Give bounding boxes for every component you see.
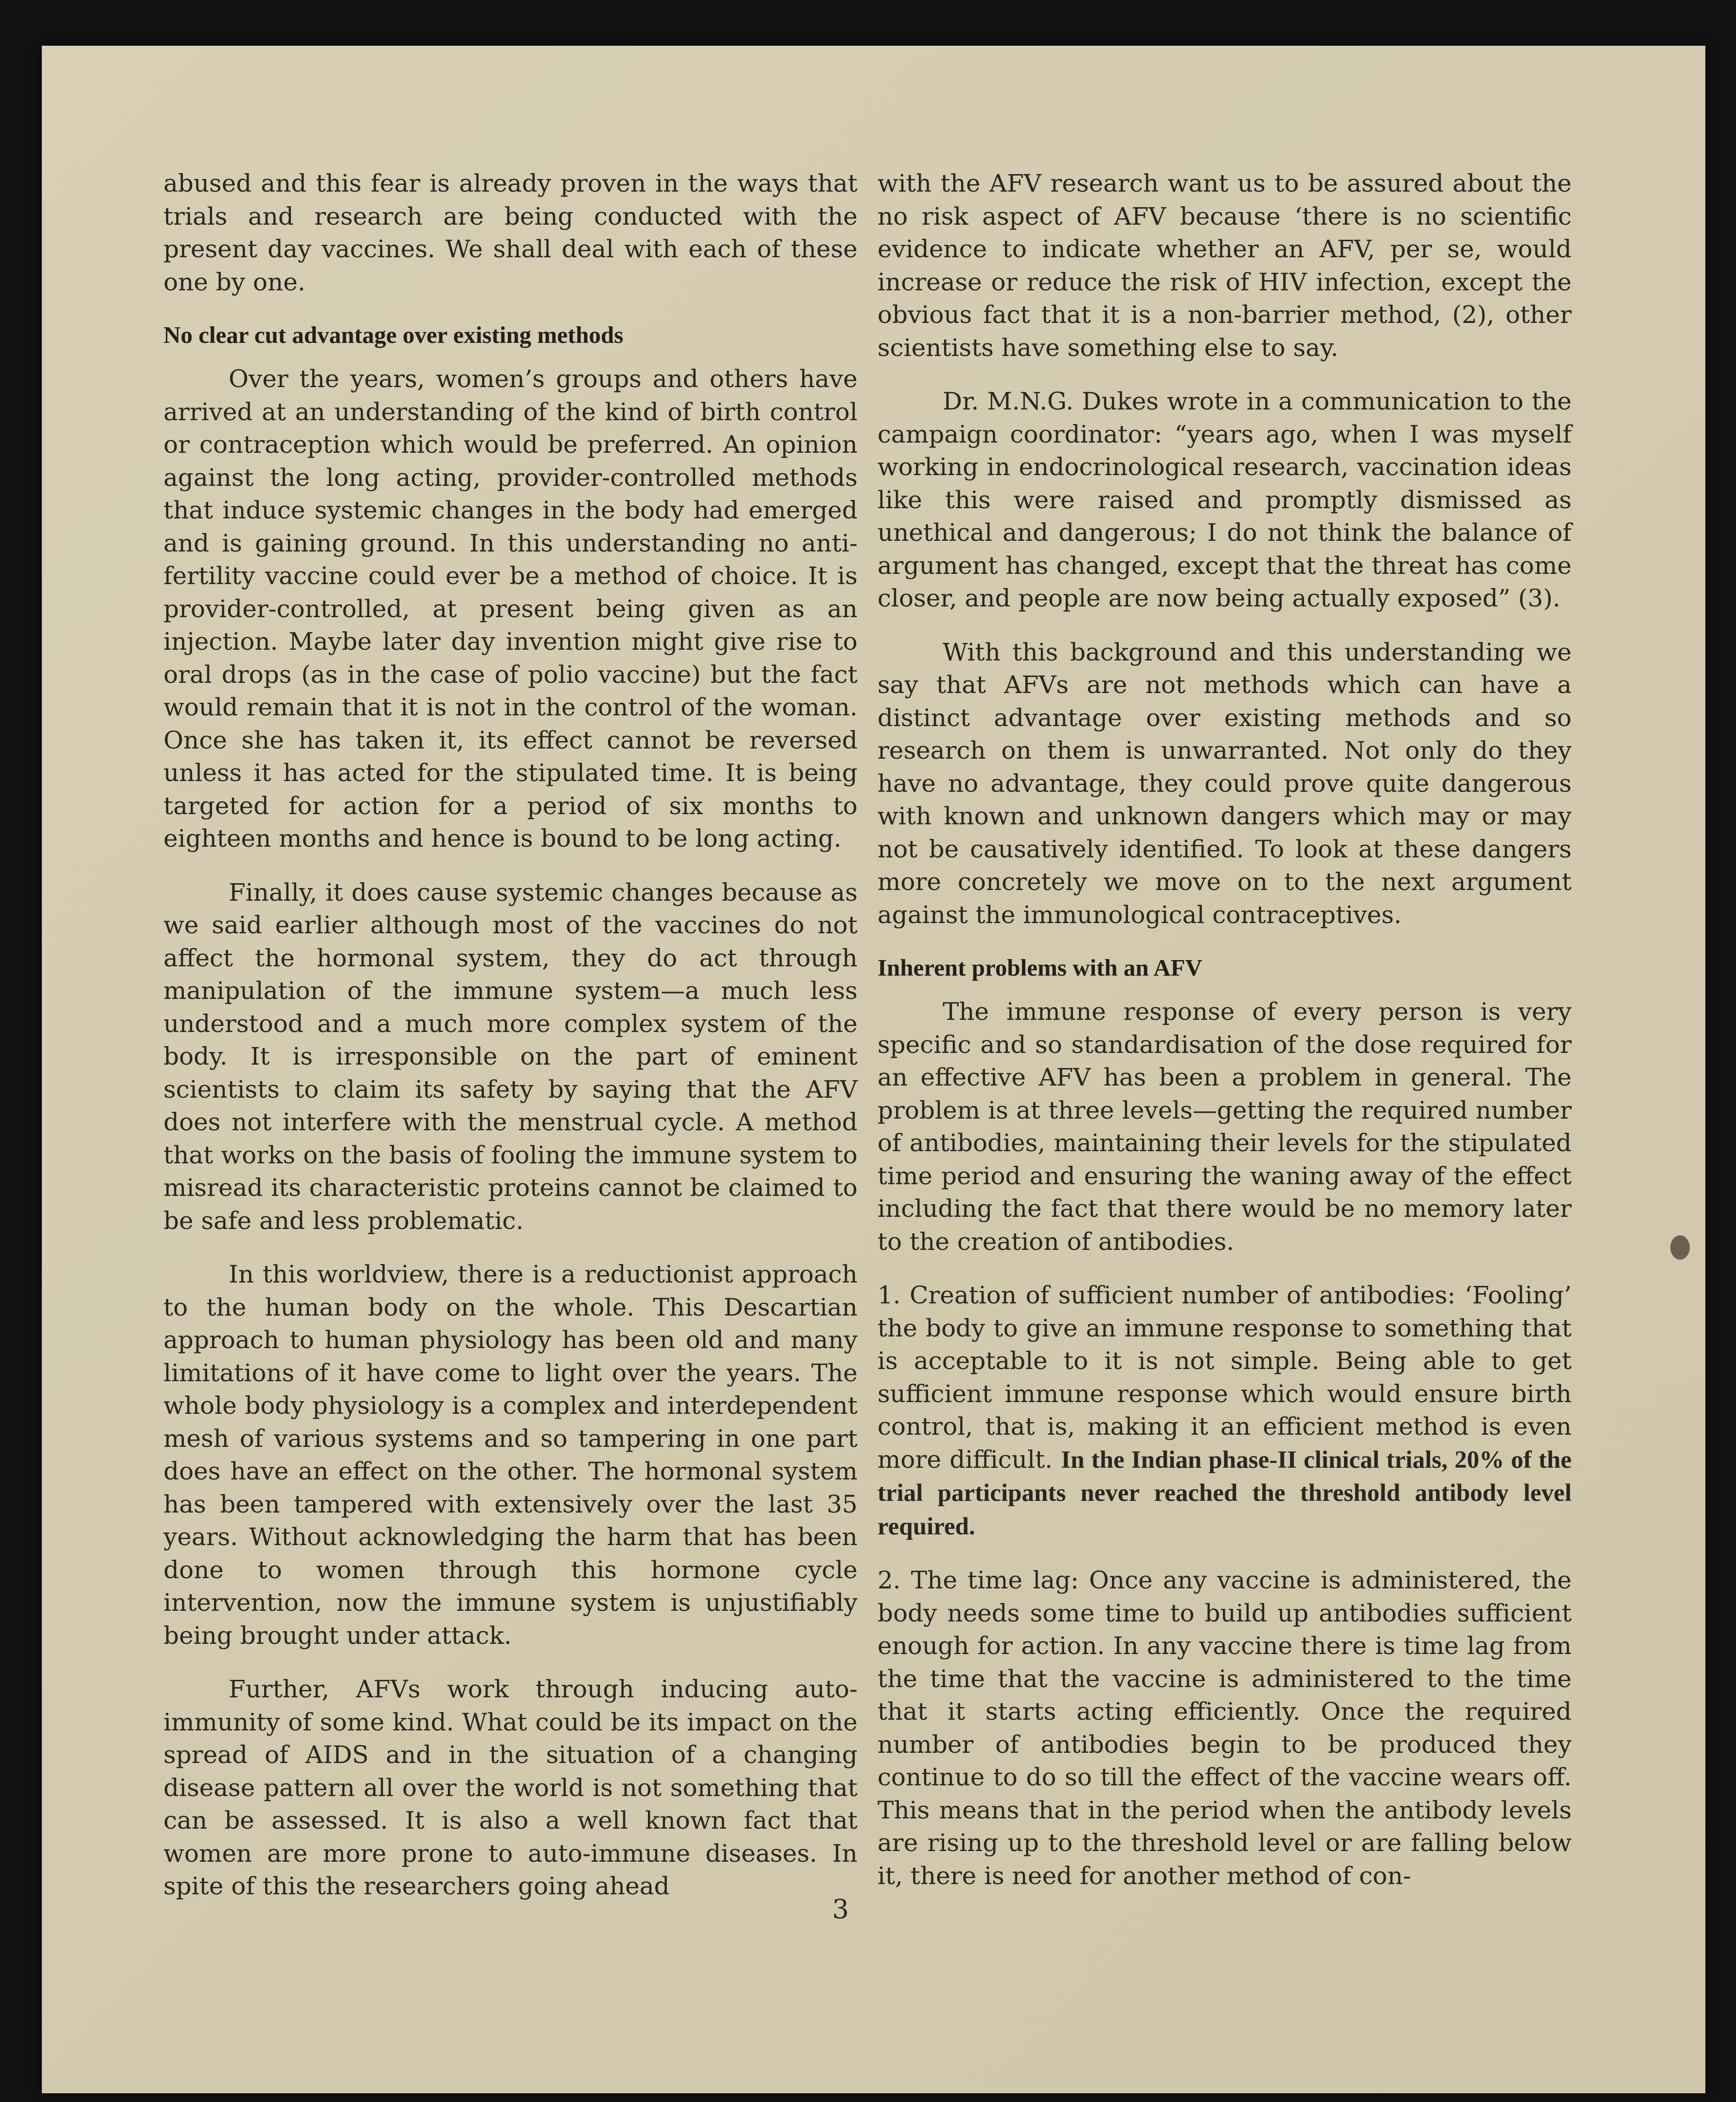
paragraph: abused and this fear is already proven in the ways that trials and research are being conducted with the present day vaccines. We shall deal with each of these one by one. bbox=[163, 169, 858, 296]
right-column bbox=[877, 167, 1572, 1913]
paper-stain bbox=[1670, 1235, 1690, 1260]
document-page bbox=[42, 46, 1705, 2093]
paragraph bbox=[877, 1279, 1572, 1543]
paragraph: Finally, it does cause systemic changes because as we said earlier although most of the vaccines do not affect the hormonal system, they do act through manipulation of the immune system—a much less understood and a much more complex system of the body. It is irresponsible on the part of eminent scientists to claim its safety by saying that the AFV does not interfere with the menstrual cycle. A method that works on the basis of fooling the immune system to misread its characteristic proteins cannot be claimed to be safe and less problematic. bbox=[163, 878, 858, 1235]
paragraph: Further, AFVs work through inducing auto-immunity of some kind. What could be its impact on the spread of AIDS and in the situation of a changing disease pattern all over the world is not something that can be assessed. It is also a well known fact that women are more prone to auto-immune diseases. In spite of this the researchers going ahead bbox=[163, 1675, 858, 1900]
paragraph: In this worldview, there is a reductionist approach to the human body on the whole. This Descartian approach to human physiology has been old and many limitations of it have come to light over the years. The whole body physiology is a complex and interdependent mesh of various systems and so tampering in one part does have an effect on the other. The hormonal system has been tampered with extensively over the last 35 years. Without acknowledging the harm that has been done to women through this hormone cycle intervention, now the immune system is unjustifiably being brought under attack. bbox=[163, 1260, 858, 1650]
paragraph: With this background and this understanding we say that AFVs are not methods which can have a distinct advantage over existing methods and so research on them is unwarranted. Not only do they have no advantage, they could prove quite dangerous with known and unknown dangers which may or may not be causatively identified. To look at these dangers more concretely we move on to the next argument against the immunological contraceptives. bbox=[877, 638, 1572, 929]
page-number: 3 bbox=[832, 1894, 849, 1924]
paragraph: with the AFV research want us to be assured about the no risk aspect of AFV because ‘there is no scientific evidence to indicate whether an AFV, per se, would increase or reduce the risk of HIV infection, except the obvious fact that it is a non-barrier method, (2), other scientists have something else to say. bbox=[877, 169, 1572, 362]
left-column bbox=[163, 167, 858, 1924]
paragraph: 2. The time lag: Once any vaccine is administered, the body needs some time to build up antibodies sufficient enough for action. In any vaccine there is time lag from the time that the vaccine is administered to the time that it starts acting efficiently. Once the required number of antibodies begin to be produced they continue to do so till the effect of the vaccine wears off. This means that in the period when the antibody levels are rising up to the threshold level or are falling below it, there is need for another method of con- bbox=[877, 1566, 1572, 1890]
section-heading: Inherent problems with an AFV bbox=[877, 954, 1202, 981]
paragraph: Over the years, women’s groups and others have arrived at an understanding of the kind of birth control or contraception which would be preferred. An opinion against the long acting, provider-controlled methods that induce systemic changes in the body had emerged and is gaining ground. In this understanding no anti-fertility vaccine could ever be a method of choice. It is provider-controlled, at present being given as an injection. Maybe later day invention might give rise to oral drops (as in the case of polio vaccine) but the fact would remain that it is not in the control of the woman. Once she has taken it, its effect cannot be reversed unless it has acted for the stipulated time. It is being targeted for action for a period of six months to eighteen months and hence is bound to be long acting. bbox=[163, 365, 858, 853]
emphasis-text: In the Indian phase-II clinical trials, 20% of the trial participants never reached the threshold antibody level required. bbox=[877, 1446, 1572, 1540]
paragraph-text: 1. Creation of sufficient number of antibodies: ‘Fooling’ the body to give an immune response to something that is acceptable to it is not simple. Being able to get sufficient immune response which would ensure birth control, that is, making it an efficient method is even more difficult. bbox=[877, 1281, 1572, 1474]
paragraph: The immune response of every person is very specific and so standardisation of the dose required for an effective AFV has been a problem in general. The problem is at three levels—getting the required number of antibodies, maintaining their levels for the stipulated time period and ensuring the waning away of the effect including the fact that there would be no memory later to the creation of antibodies. bbox=[877, 998, 1572, 1256]
paragraph: Dr. M.N.G. Dukes wrote in a communication to the campaign coordinator: “years ago, when I was myself working in endocrinological research, vaccination ideas like this were raised and promptly dismissed as unethical and dangerous; I do not think the balance of argument has changed, except that the threat has come closer, and people are now being actually exposed” (3). bbox=[877, 387, 1572, 612]
section-heading: No clear cut advantage over existing methods bbox=[163, 321, 624, 348]
